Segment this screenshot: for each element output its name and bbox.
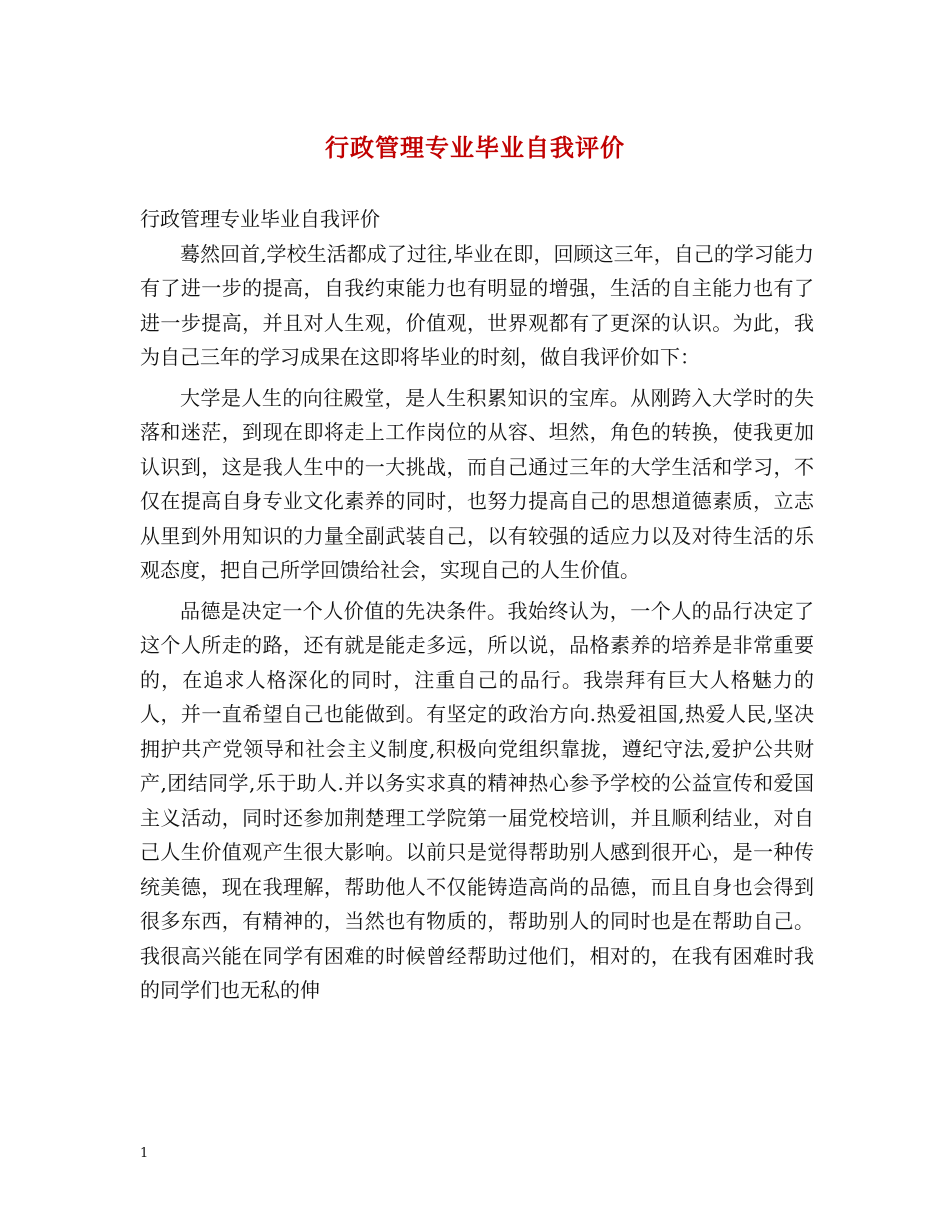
page-number: 1	[140, 1146, 149, 1161]
document-subtitle: 行政管理专业毕业自我评价	[140, 207, 380, 231]
paragraph-2: 大学是人生的向往殿堂，是人生积累知识的宝库。从刚跨入大学时的失落和迷茫，到现在即将走上工作岗位的从容、坦然，角色的转换，使我更加认识到，这是我人生中的一大挑战，而自己通过三年的大学生活和学习，不仅在提高自身专业文化素养的同时，也努力提高自己的思想道德素质，立志从里到外用知识的力量全副武装自己，以有较强的适应力以及对待生活的乐观态度，把自己所学回馈给社会，实现自己的人生价值。	[140, 385, 814, 582]
paragraph-1: 蓦然回首,学校生活都成了过往,毕业在即，回顾这三年，自己的学习能力有了进一步的提高，自我约束能力也有明显的增强，生活的自主能力也有了进一步提高，并且对人生观，价值观，世界观都有了更深的认识。为此，我为自己三年的学习成果在这即将毕业的时刻，做自我评价如下：	[140, 241, 814, 369]
document-body	[140, 202, 814, 1008]
paragraph-3: 品德是决定一个人价值的先决条件。我始终认为，一个人的品行决定了这个人所走的路，还有就是能走多远，所以说，品格素养的培养是非常重要的，在追求人格深化的同时，注重自己的品行。我崇拜有巨大人格魅力的人，并一直希望自己也能做到。有坚定的政治方向.热爱祖国,热爱人民,坚决拥护共产党领导和社会主义制度,积极向党组织靠拢，遵纪守法,爱护公共财产,团结同学,乐于助人.并以务实求真的精神热心参予学校的公益宣传和爱国主义活动，同时还参加荆楚理工学院第一届党校培训，并且顺利结业，对自己人生价值观产生很大影响。以前只是觉得帮助别人感到很开心，是一种传统美德，现在我理解，帮助他人不仅能铸造高尚的品德，而且自身也会得到很多东西，有精神的，当然也有物质的，帮助别人的同时也是在帮助自己。我很高兴能在同学有困难的时候曾经帮助过他们，相对的，在我有困难时我的同学们也无私的伸	[140, 598, 814, 1002]
page-title: 行政管理专业毕业自我评价	[325, 133, 625, 162]
